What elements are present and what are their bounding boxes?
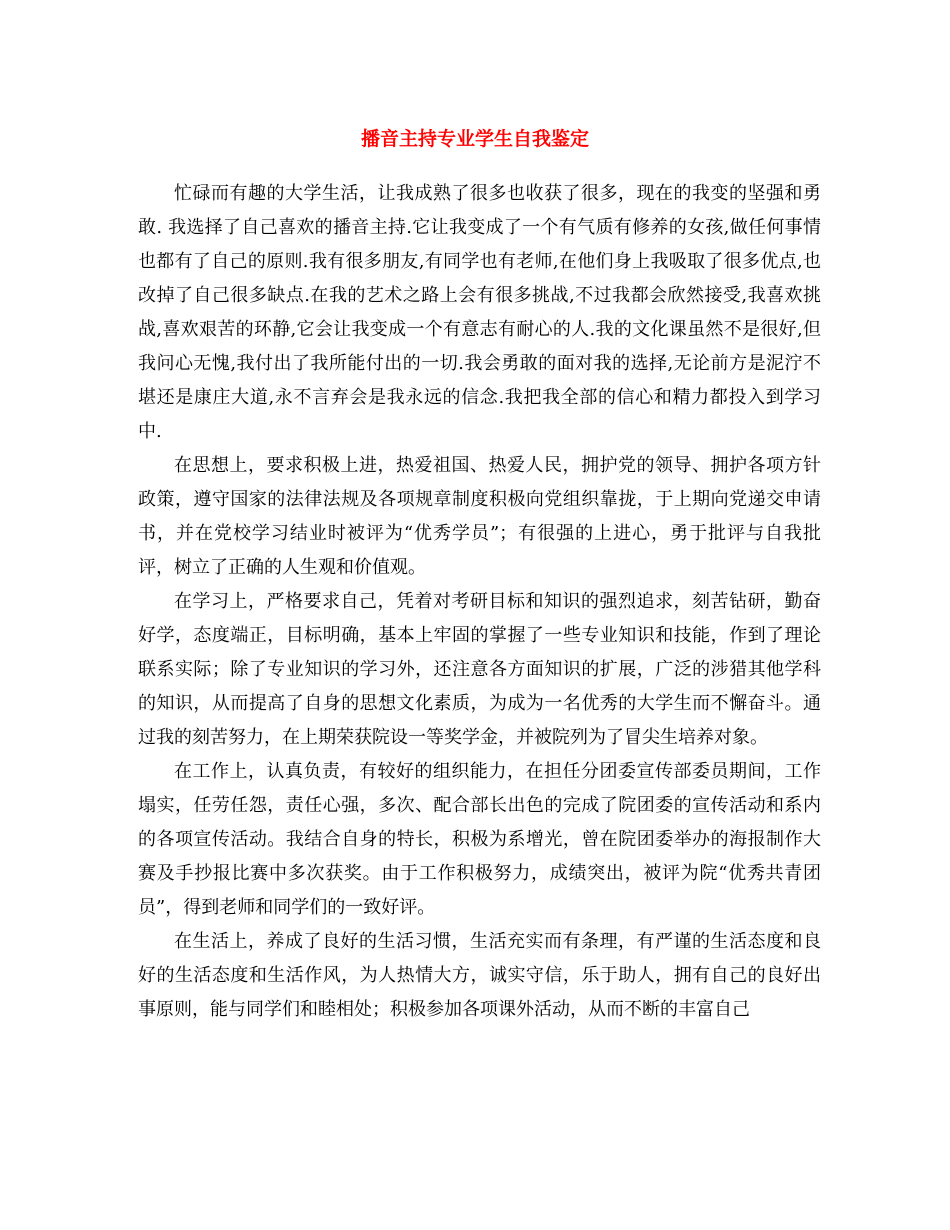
paragraph-3: 在学习上，严格要求自己，凭着对考研目标和知识的强烈追求，刻苦钻研，勤奋好学，态度端正，目标明确，基本上牢固的掌握了一些专业知识和技能，作到了理论联系实际；除了专业知识的学习外，还注意各方面知识的扩展，广泛的涉猎其他学科的知识，从而提高了自身的思想文化素质，为成为一名优秀的大学生而不懈奋斗。通过我的刻苦努力，在上期荣获院设一等奖学金，并被院列为了冒尖生培养对象。 <box>138 591 821 748</box>
document-title: 播音主持专业学生自我鉴定 <box>360 128 589 150</box>
paragraph-1: 忙碌而有趣的大学生活，让我成熟了很多也收获了很多，现在的我变的坚强和勇敢. 我选择了自己喜欢的播音主持.它让我变成了一个有气质有修养的女孩,做任何事情也都有了自己的原则.我有很多朋友,有同学也有老师,在他们身上我吸取了很多优点,也改掉了自己很多缺点.在我的艺术之路上会有很多挑战,不过我都会欣然接受,我喜欢挑战,喜欢艰苦的环静,它会让我变成一个有意志有耐心的人.我的文化课虽然不是很好,但我问心无愧,我付出了我所能付出的一切.我会勇敢的面对我的选择,无论前方是泥泞不堪还是康庄大道,永不言弃会是我永远的信念.我把我全部的信心和精力都投入到学习中. <box>138 183 821 442</box>
paragraph-4: 在工作上，认真负责，有较好的组织能力，在担任分团委宣传部委员期间，工作塌实，任劳任怨，责任心强，多次、配合部长出色的完成了院团委的宣传活动和系内的各项宣传活动。我结合自身的特长，积极为系增光，曾在院团委举办的海报制作大赛及手抄报比赛中多次获奖。由于工作积极努力，成绩突出，被评为院“优秀共青团员”，得到老师和同学们的一致好评。 <box>138 761 821 918</box>
document-body <box>138 177 821 1027</box>
paragraph-5: 在生活上，养成了良好的生活习惯，生活充实而有条理，有严谨的生活态度和良好的生活态度和生活作风，为人热情大方，诚实守信，乐于助人，拥有自己的良好出事原则，能与同学们和睦相处；积极参加各项课外活动，从而不断的丰富自己 <box>138 931 821 1020</box>
paragraph-2: 在思想上，要求积极上进，热爱祖国、热爱人民，拥护党的领导、拥护各项方针政策，遵守国家的法律法规及各项规章制度积极向党组织靠拢，于上期向党递交申请书，并在党校学习结业时被评为“优秀学员”；有很强的上进心，勇于批评与自我批评，树立了正确的人生观和价值观。 <box>138 455 821 578</box>
